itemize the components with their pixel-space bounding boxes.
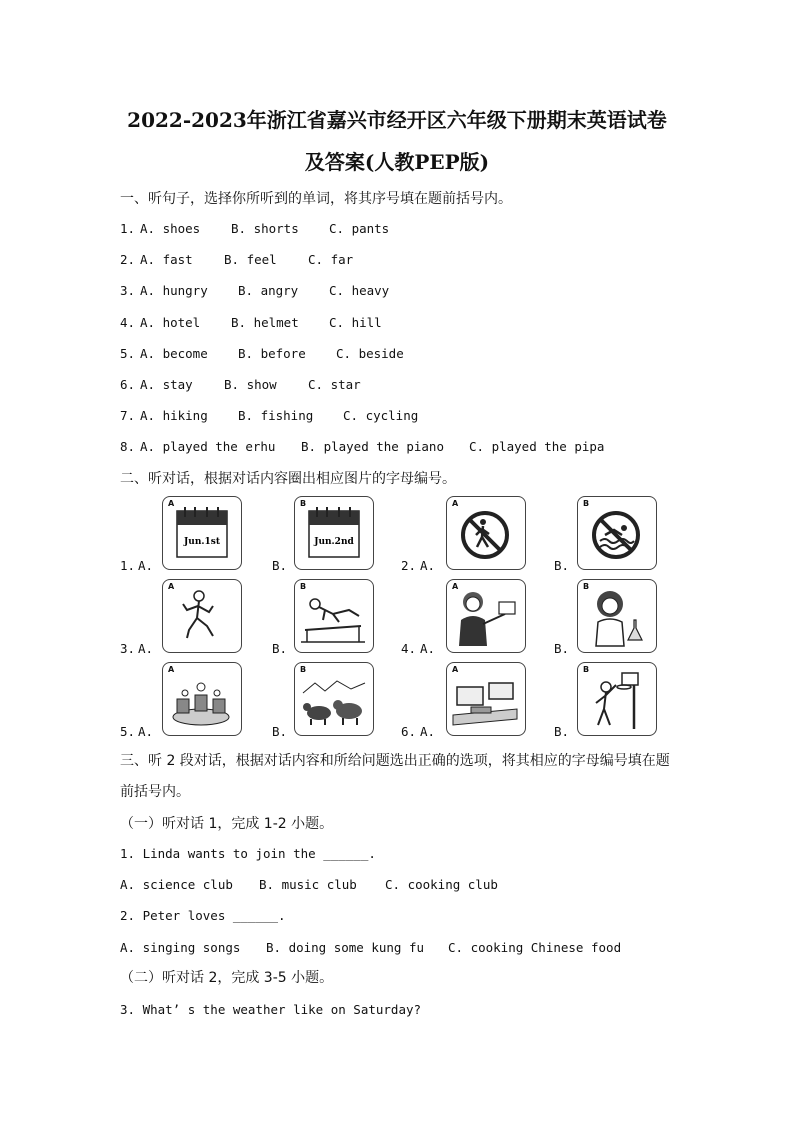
page-title: 2022-2023年浙江省嘉兴市经开区六年级下册期末英语试卷 [127, 108, 667, 132]
option-c: C. played the pipa [469, 439, 605, 454]
question-number: 2. [401, 558, 417, 573]
question-number: 4. [401, 641, 417, 656]
option-a: A. become [140, 346, 208, 361]
option-b: B. feel [224, 252, 277, 267]
item-number: 2. [120, 252, 136, 267]
picture-letter: B [583, 499, 590, 508]
running-boy-picture [162, 579, 242, 653]
question-number: 3. [120, 641, 136, 656]
page-subtitle: 及答案(人教PEP版) [304, 150, 490, 174]
option-c: C. hill [329, 315, 382, 330]
picture-letter: A [452, 582, 459, 591]
option-a: A. singing songs [120, 940, 241, 955]
option-a: A. hotel [140, 315, 201, 330]
item-number: 1. [120, 221, 136, 236]
calendar-jun1-picture [162, 496, 242, 570]
basketball-player-picture [577, 662, 657, 736]
picture-letter: A [452, 499, 459, 508]
dialog2-heading: （二）听对话 2，完成 3-5 小题。 [120, 970, 334, 986]
choice-label-a: A. [420, 641, 436, 656]
animals-icon [295, 663, 372, 734]
option-c: C. far [308, 252, 354, 267]
option-b: B. shorts [231, 221, 299, 236]
question-3: 3. What’ s the weather like on Saturday? [120, 1002, 422, 1017]
animals-zoo-picture [294, 662, 374, 736]
choice-label-b: B. [272, 641, 288, 656]
choice-label-b: B. [272, 724, 288, 739]
option-c: C. heavy [329, 283, 390, 298]
scientist-picture [577, 579, 657, 653]
item-number: 5. [120, 346, 136, 361]
choice-label-a: A. [138, 558, 154, 573]
option-b: B. before [238, 346, 306, 361]
choice-label-a: A. [138, 641, 154, 656]
no-swimming-icon [578, 497, 655, 568]
option-a: A. stay [140, 377, 193, 392]
item-number: 8. [120, 439, 136, 454]
option-a: A. played the erhu [140, 439, 276, 454]
picture-letter: B [583, 665, 590, 674]
question-2: 2. Peter loves ______. [120, 908, 286, 923]
choice-label-b: B. [554, 558, 570, 573]
choice-label-a: A. [420, 724, 436, 739]
calendar-icon [163, 497, 240, 568]
computer-room-picture [446, 662, 526, 736]
picture-letter: A [168, 665, 175, 674]
teacher-pointing-picture [446, 579, 526, 653]
basketball-icon [578, 663, 655, 734]
high-jump-picture [294, 579, 374, 653]
choice-label-b: B. [272, 558, 288, 573]
option-b: B. helmet [231, 315, 299, 330]
option-a: A. shoes [140, 221, 201, 236]
choice-label-b: B. [554, 641, 570, 656]
item-number: 6. [120, 377, 136, 392]
carousel-picture [162, 662, 242, 736]
option-b: B. played the piano [301, 439, 444, 454]
option-a: A. hungry [140, 283, 208, 298]
no-swimming-sign-picture [577, 496, 657, 570]
picture-letter: B [300, 499, 307, 508]
option-a: A. fast [140, 252, 193, 267]
part3-heading-cont: 前括号内。 [120, 784, 190, 800]
option-c: C. cycling [343, 408, 419, 423]
jumper-icon [295, 580, 372, 651]
choice-label-b: B. [554, 724, 570, 739]
picture-letter: B [300, 582, 307, 591]
option-c: C. star [308, 377, 361, 392]
option-c: C. pants [329, 221, 390, 236]
picture-letter: B [583, 582, 590, 591]
item-number: 4. [120, 315, 136, 330]
teacher-icon [447, 580, 524, 651]
option-a: A. hiking [140, 408, 208, 423]
scientist-icon [578, 580, 655, 651]
question-number: 5. [120, 724, 136, 739]
option-b: B. doing some kung fu [266, 940, 425, 955]
calendar-icon [295, 497, 372, 568]
option-b: B. show [224, 377, 277, 392]
calendar-date: Jun.2nd [314, 537, 354, 547]
computer-icon [447, 663, 524, 734]
runner-icon [163, 580, 240, 651]
calendar-date: Jun.1st [184, 537, 220, 547]
item-number: 7. [120, 408, 136, 423]
question-number: 6. [401, 724, 417, 739]
choice-label-a: A. [138, 724, 154, 739]
question-number: 1. [120, 558, 136, 573]
item-number: 3. [120, 283, 136, 298]
option-b: B. angry [238, 283, 299, 298]
calendar-jun2-picture [294, 496, 374, 570]
option-c: C. cooking Chinese food [448, 940, 622, 955]
no-walking-sign-picture [446, 496, 526, 570]
option-b: B. music club [259, 877, 357, 892]
option-c: C. cooking club [385, 877, 498, 892]
picture-letter: A [452, 665, 459, 674]
no-walking-icon [447, 497, 524, 568]
part3-heading: 三、听 2 段对话，根据对话内容和所给问题选出正确的选项，将其相应的字母编号填在题 [120, 753, 670, 769]
picture-letter: A [168, 499, 175, 508]
part2-heading: 二、听对话，根据对话内容圈出相应图片的字母编号。 [120, 471, 456, 487]
carousel-icon [163, 663, 240, 734]
option-a: A. science club [120, 877, 233, 892]
part1-heading: 一、听句子，选择你所听到的单词，将其序号填在题前括号内。 [120, 191, 512, 207]
question-1: 1. Linda wants to join the ______. [120, 846, 376, 861]
option-b: B. fishing [238, 408, 314, 423]
choice-label-a: A. [420, 558, 436, 573]
option-c: C. beside [336, 346, 404, 361]
picture-letter: A [168, 582, 175, 591]
picture-letter: B [300, 665, 307, 674]
dialog1-heading: （一）听对话 1，完成 1-2 小题。 [120, 816, 334, 832]
